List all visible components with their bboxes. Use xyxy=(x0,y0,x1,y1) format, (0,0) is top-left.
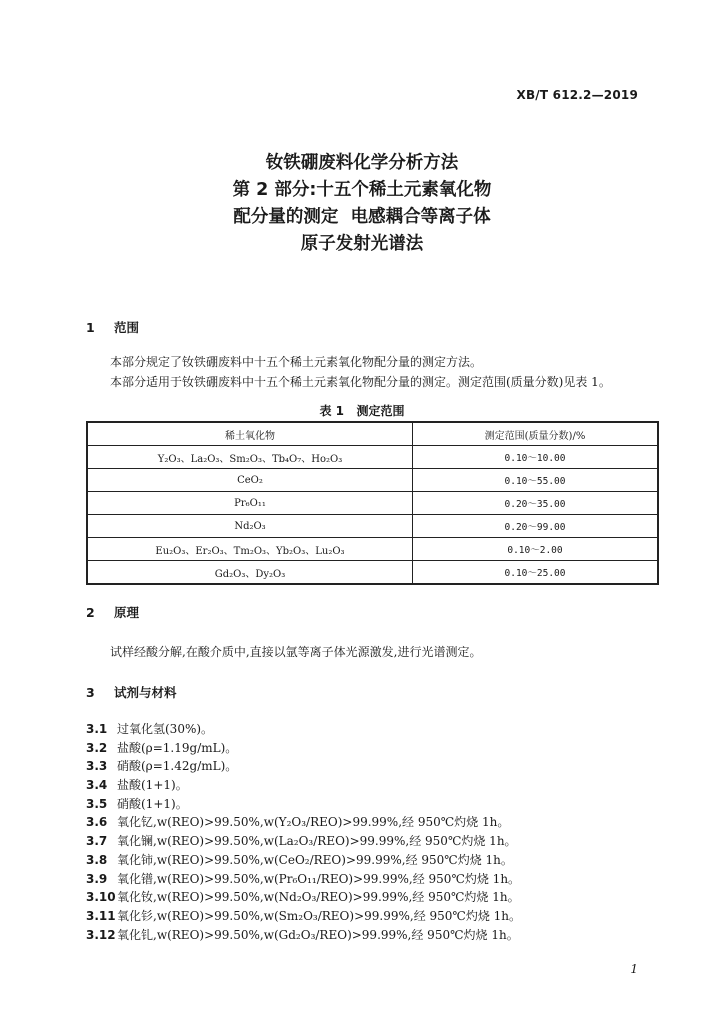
item-number: 3.8 xyxy=(86,852,108,867)
list-item xyxy=(86,870,521,889)
section-title: 原理 xyxy=(114,605,140,620)
section-number: 1 xyxy=(86,320,95,335)
table-row xyxy=(87,538,658,561)
page-number: 1 xyxy=(630,962,638,976)
item-text: 氧化镨,w(REO)>99.50%,w(Pr₆O₁₁/REO)>99.99%,经 950℃灼烧 1h。 xyxy=(117,871,521,886)
item-text: 盐酸(ρ=1.19g/mL)。 xyxy=(117,740,238,755)
list-item xyxy=(86,907,521,926)
document-title xyxy=(0,150,724,258)
range-cell: 0.10～2.00 xyxy=(413,538,659,561)
table-row xyxy=(87,515,658,538)
oxide-cell: Nd₂O₃ xyxy=(87,515,413,538)
list-item xyxy=(86,813,521,832)
list-item xyxy=(86,720,521,739)
scope-paragraph: 本部分适用于钕铁硼废料中十五个稀土元素氧化物配分量的测定。测定范围(质量分数)见表 1。 xyxy=(110,375,611,389)
table-row xyxy=(87,469,658,492)
item-number: 3.12 xyxy=(86,927,116,942)
item-text: 氧化钕,w(REO)>99.50%,w(Nd₂O₃/REO)>99.99%,经 950℃灼烧 1h。 xyxy=(117,890,520,905)
item-number: 3.5 xyxy=(86,796,108,811)
item-text: 硝酸(ρ=1.42g/mL)。 xyxy=(117,759,238,774)
table-row xyxy=(87,561,658,585)
table-row xyxy=(87,446,658,469)
list-item xyxy=(86,757,521,776)
title-line: 配分量的测定 电感耦合等离子体 xyxy=(233,207,491,227)
item-text: 氧化钐,w(REO)>99.50%,w(Sm₂O₃/REO)>99.99%,经 950℃灼烧 1h。 xyxy=(117,908,522,923)
reagent-list xyxy=(86,720,521,944)
list-item xyxy=(86,851,521,870)
item-number: 3.11 xyxy=(86,908,116,923)
item-number: 3.1 xyxy=(86,722,108,736)
oxide-cell: Gd₂O₃、Dy₂O₃ xyxy=(87,561,413,585)
list-item xyxy=(86,739,521,758)
title-line: 原子发射光谱法 xyxy=(300,234,424,254)
item-text: 硝酸(1+1)。 xyxy=(117,796,188,811)
range-cell: 0.20～35.00 xyxy=(413,492,659,515)
section-heading-principle xyxy=(86,603,139,621)
item-number: 3.7 xyxy=(86,834,108,849)
principle-paragraph: 试样经酸分解,在酸介质中,直接以氩等离子体光源激发,进行光谱测定。 xyxy=(110,645,482,659)
table-header-row xyxy=(87,422,658,446)
item-text: 盐酸(1+1)。 xyxy=(117,778,188,793)
item-text: 氧化铈,w(REO)>99.50%,w(CeO₂/REO)>99.99%,经 950℃灼烧 1h。 xyxy=(117,852,513,867)
list-item xyxy=(86,888,521,907)
range-cell: 0.20～99.00 xyxy=(413,515,659,538)
list-item xyxy=(86,926,521,945)
table-header-cell: 测定范围(质量分数)/% xyxy=(413,422,659,446)
oxide-cell: Eu₂O₃、Er₂O₃、Tm₂O₃、Yb₂O₃、Lu₂O₃ xyxy=(87,538,413,561)
list-item xyxy=(86,832,521,851)
item-text: 氧化钇,w(REO)>99.50%,w(Y₂O₃/REO)>99.99%,经 950℃灼烧 1h。 xyxy=(117,815,510,830)
title-line: 钕铁硼废料化学分析方法 xyxy=(265,153,459,173)
measurement-range-table xyxy=(86,421,659,585)
range-cell: 0.10～10.00 xyxy=(413,446,659,469)
range-cell: 0.10～25.00 xyxy=(413,561,659,585)
title-line: 第 2 部分:十五个稀土元素氧化物 xyxy=(232,180,492,200)
section-title: 试剂与材料 xyxy=(114,685,177,700)
item-text: 过氧化氢(30%)。 xyxy=(117,722,214,736)
list-item xyxy=(86,776,521,795)
section-number: 3 xyxy=(86,685,95,700)
list-item xyxy=(86,795,521,814)
item-number: 3.4 xyxy=(86,778,108,793)
table-caption: 表 1 测定范围 xyxy=(319,404,405,418)
section-number: 2 xyxy=(86,605,95,620)
range-cell: 0.10～55.00 xyxy=(413,469,659,492)
standard-code: XB/T 612.2—2019 xyxy=(516,88,638,102)
item-number: 3.3 xyxy=(86,759,108,774)
oxide-cell: Y₂O₃、La₂O₃、Sm₂O₃、Tb₄O₇、Ho₂O₃ xyxy=(87,446,413,469)
section-heading-reagents xyxy=(86,683,177,701)
item-number: 3.6 xyxy=(86,815,108,830)
table-header-cell: 稀土氧化物 xyxy=(87,422,413,446)
item-number: 3.10 xyxy=(86,890,116,905)
section-title: 范围 xyxy=(114,320,140,335)
item-text: 氧化钆,w(REO)>99.50%,w(Gd₂O₃/REO)>99.99%,经 950℃灼烧 1h。 xyxy=(117,927,519,942)
oxide-cell: CeO₂ xyxy=(87,469,413,492)
table-row xyxy=(87,492,658,515)
item-text: 氧化镧,w(REO)>99.50%,w(La₂O₃/REO)>99.99%,经 950℃灼烧 1h。 xyxy=(117,834,517,849)
item-number: 3.2 xyxy=(86,740,108,755)
oxide-cell: Pr₆O₁₁ xyxy=(87,492,413,515)
scope-paragraph: 本部分规定了钕铁硼废料中十五个稀土元素氧化物配分量的测定方法。 xyxy=(110,355,483,369)
item-number: 3.9 xyxy=(86,871,108,886)
section-heading-scope xyxy=(86,318,139,336)
